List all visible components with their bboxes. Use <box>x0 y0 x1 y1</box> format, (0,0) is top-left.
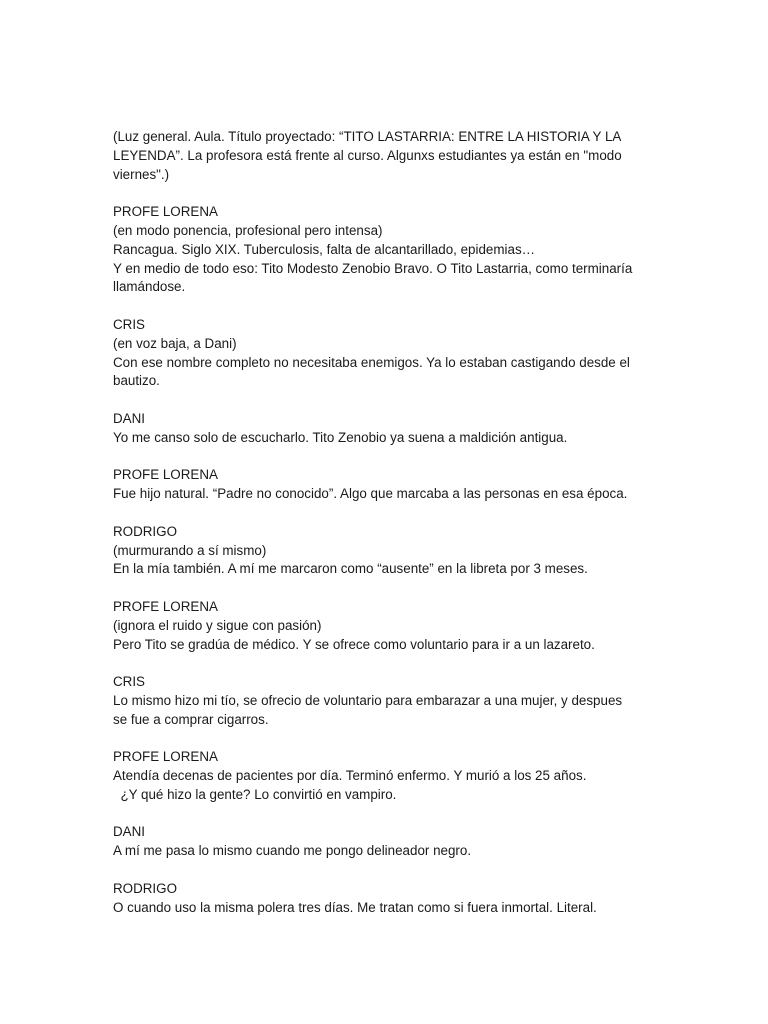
stage-direction-block <box>113 128 658 184</box>
dialogue-block <box>113 748 658 804</box>
parenthetical: (en voz baja, a Dani) <box>113 335 237 351</box>
parenthetical: (en modo ponencia, profesional pero intensa) <box>113 222 383 238</box>
character-name: PROFE LORENA <box>113 598 218 614</box>
dialogue-line: Con ese nombre completo no necesitaba enemigos. Ya lo estaban castigando desde el <box>113 354 630 370</box>
stage-direction-line: LEYENDA”. La profesora está frente al curso. Algunxs estudiantes ya están en "modo <box>113 147 622 163</box>
dialogue-line: Y en medio de todo eso: Tito Modesto Zenobio Bravo. O Tito Lastarria, como terminaría <box>113 260 633 276</box>
dialogue-line: ¿Y qué hizo la gente? Lo convirtió en vampiro. <box>113 786 397 802</box>
dialogue-block <box>113 410 658 448</box>
dialogue-block <box>113 598 658 654</box>
dialogue-block <box>113 673 658 729</box>
dialogue-line: Pero Tito se gradúa de médico. Y se ofrece como voluntario para ir a un lazareto. <box>113 636 595 652</box>
character-name: CRIS <box>113 316 145 332</box>
dialogue-line: llamándose. <box>113 279 186 295</box>
dialogue-block <box>113 880 658 918</box>
character-name: DANI <box>113 824 145 840</box>
dialogue-block <box>113 466 658 504</box>
script-body <box>113 128 658 936</box>
character-name: RODRIGO <box>113 523 177 539</box>
parenthetical: (ignora el ruido y sigue con pasión) <box>113 617 322 633</box>
character-name: CRIS <box>113 674 145 690</box>
dialogue-block <box>113 203 658 297</box>
character-name: PROFE LORENA <box>113 204 218 220</box>
dialogue-line: Fue hijo natural. “Padre no conocido”. Algo que marcaba a las personas en esa época. <box>113 486 628 502</box>
dialogue-line: Lo mismo hizo mi tío, se ofrecio de voluntario para embarazar a una mujer, y despues <box>113 692 623 708</box>
dialogue-line: En la mía también. A mí me marcaron como “ausente” en la libreta por 3 meses. <box>113 561 588 577</box>
dialogue-line: Rancagua. Siglo XIX. Tuberculosis, falta de alcantarillado, epidemias… <box>113 241 536 257</box>
dialogue-line: A mí me pasa lo mismo cuando me pongo delineador negro. <box>113 843 472 859</box>
dialogue-line: O cuando uso la misma polera tres días. Me tratan como si fuera inmortal. Literal. <box>113 899 597 915</box>
dialogue-line: se fue a comprar cigarros. <box>113 711 269 727</box>
dialogue-line: bautizo. <box>113 373 160 389</box>
character-name: PROFE LORENA <box>113 749 218 765</box>
dialogue-line: Atendía decenas de pacientes por día. Terminó enfermo. Y murió a los 25 años. <box>113 768 587 784</box>
stage-direction-line: (Luz general. Aula. Título proyectado: “TITO LASTARRIA: ENTRE LA HISTORIA Y LA <box>113 129 622 144</box>
character-name: DANI <box>113 410 145 426</box>
dialogue-line: Yo me canso solo de escucharlo. Tito Zenobio ya suena a maldición antigua. <box>113 429 568 445</box>
parenthetical: (murmurando a sí mismo) <box>113 542 267 558</box>
dialogue-block <box>113 523 658 579</box>
character-name: PROFE LORENA <box>113 467 218 483</box>
stage-direction-line: viernes".) <box>113 166 170 182</box>
character-name: RODRIGO <box>113 880 177 896</box>
dialogue-block <box>113 823 658 861</box>
dialogue-block <box>113 316 658 391</box>
